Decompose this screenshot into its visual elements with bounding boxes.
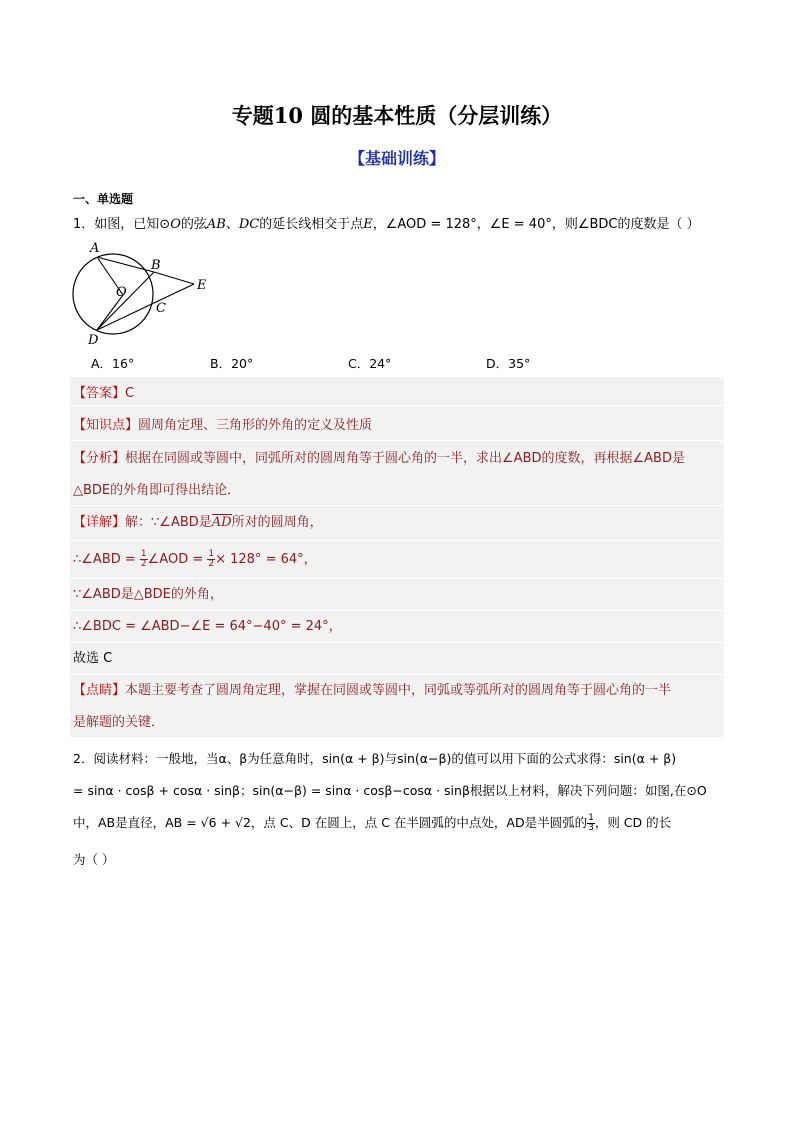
stem-text: E	[363, 217, 373, 232]
detail-line-5: 故选 C	[73, 651, 113, 666]
label-b: B	[151, 258, 161, 273]
stem-text: 、	[225, 217, 239, 232]
option-d: D．35°	[486, 356, 531, 371]
comment-line-1	[73, 682, 671, 700]
answer-tag: 【答案】	[73, 386, 126, 401]
line-de	[97, 284, 194, 330]
stem-text: ，∠AOD = 128°，∠E = 40°，则∠BDC的度数是（ ）	[372, 217, 700, 232]
question-2-line-3	[73, 814, 671, 833]
circle-figure	[66, 238, 216, 348]
stem-text: 的延长线相交于点	[259, 217, 364, 232]
analysis-line-1	[73, 450, 685, 468]
question-text: ，则 CD 的长	[594, 815, 672, 830]
segment-od	[97, 295, 123, 330]
comment-text: 本题主要考查了圆周角定理，掌握在同圆或等圆中，同弧或等弧所对的圆周角等于圆心角的一半	[125, 683, 672, 698]
fraction-denominator: 2	[208, 559, 215, 569]
question-2-line-2: = sinα · cosβ + cosα · sinβ；sin(α−β) = sinα · cosβ−cosα · sinβ根据以上材料，解决下列问题：如图,在⊙O	[73, 783, 707, 798]
option-b: B．20°	[210, 356, 254, 371]
label-o: O	[116, 285, 127, 300]
fraction-denominator: 2	[140, 559, 147, 569]
fraction-half	[207, 550, 215, 569]
stem-text: O	[170, 217, 181, 232]
knowledge-tag: 【知识点】	[73, 418, 139, 433]
analysis-tag: 【分析】	[73, 451, 126, 466]
divider	[70, 540, 724, 541]
fraction-half	[140, 550, 148, 569]
divider	[70, 440, 724, 441]
question-number: 1．	[73, 217, 95, 232]
detail-text: 解：∵∠ABD是	[125, 515, 212, 530]
knowledge-point-line	[73, 417, 372, 435]
detail-tag: 【详解】	[73, 515, 126, 530]
section-subtitle: 【基础训练】	[348, 149, 445, 168]
fraction-denominator: 3	[588, 823, 594, 833]
detail-text: ∠AOD =	[147, 552, 208, 567]
detail-line-4: ∴∠BDC = ∠ABD−∠E = 64°−40° = 24°，	[73, 619, 342, 634]
comment-line-2: 是解题的关键．	[73, 715, 165, 730]
section-heading: 一、单选题	[73, 192, 134, 206]
answer-line	[73, 385, 134, 403]
comment-tag: 【点睛】	[73, 683, 126, 698]
detail-line-3: ∵∠ABD是△BDE的外角，	[73, 587, 223, 602]
fraction-third	[587, 814, 595, 833]
detail-text: 所对的圆周角，	[231, 515, 323, 530]
stem-text: AB	[206, 217, 226, 232]
divider	[70, 505, 724, 506]
stem-text: 的弦	[180, 217, 207, 232]
label-c: C	[156, 301, 166, 316]
fraction-numerator: 1	[588, 813, 594, 823]
knowledge-text: 圆周角定理、三角形的外角的定义及性质	[138, 418, 373, 433]
divider	[70, 642, 724, 643]
divider	[70, 674, 724, 675]
stem-text: 如图，已知⊙	[94, 217, 171, 232]
question-2-line-4: 为（ ）	[73, 852, 115, 867]
question-text: 中，AB是直径，AB = √6 + √2，点 C、D 在圆上，点 C 在半圆弧的中点处，AD是半圆弧的	[73, 815, 588, 830]
extension-be	[154, 272, 194, 284]
divider	[70, 578, 724, 579]
question-2-line-1: 2．阅读材料：一般地，当α、β为任意角时，sin(α + β)与sin(α−β)的值可以用下面的公式求得：sin(α + β)	[73, 751, 677, 766]
label-a: A	[90, 241, 100, 256]
page-title: 专题10 圆的基本性质（分层训练）	[231, 103, 563, 128]
fraction-numerator: 1	[140, 549, 147, 559]
label-e: E	[197, 278, 207, 293]
stem-text: DC	[238, 217, 260, 232]
option-c: C．24°	[348, 356, 392, 371]
arc-ad: AD	[211, 515, 232, 530]
question-1-stem	[73, 216, 700, 234]
analysis-line-2: △BDE的外角即可得出结论．	[73, 483, 241, 498]
label-d: D	[88, 333, 99, 348]
chord-db	[97, 272, 154, 330]
answer-value: C	[125, 386, 135, 401]
detail-text: × 128° = 64°，	[215, 552, 317, 567]
detail-line-2	[73, 550, 317, 569]
detail-text: ∴∠ABD =	[73, 552, 140, 567]
option-a: A．16°	[91, 356, 135, 371]
fraction-numerator: 1	[208, 549, 215, 559]
detail-line-1	[73, 514, 323, 532]
analysis-text: 根据在同圆或等圆中，同弧所对的圆周角等于圆心角的一半，求出∠ABD的度数，再根据∠ABD是	[125, 451, 685, 466]
divider	[70, 610, 724, 611]
divider	[70, 405, 724, 406]
